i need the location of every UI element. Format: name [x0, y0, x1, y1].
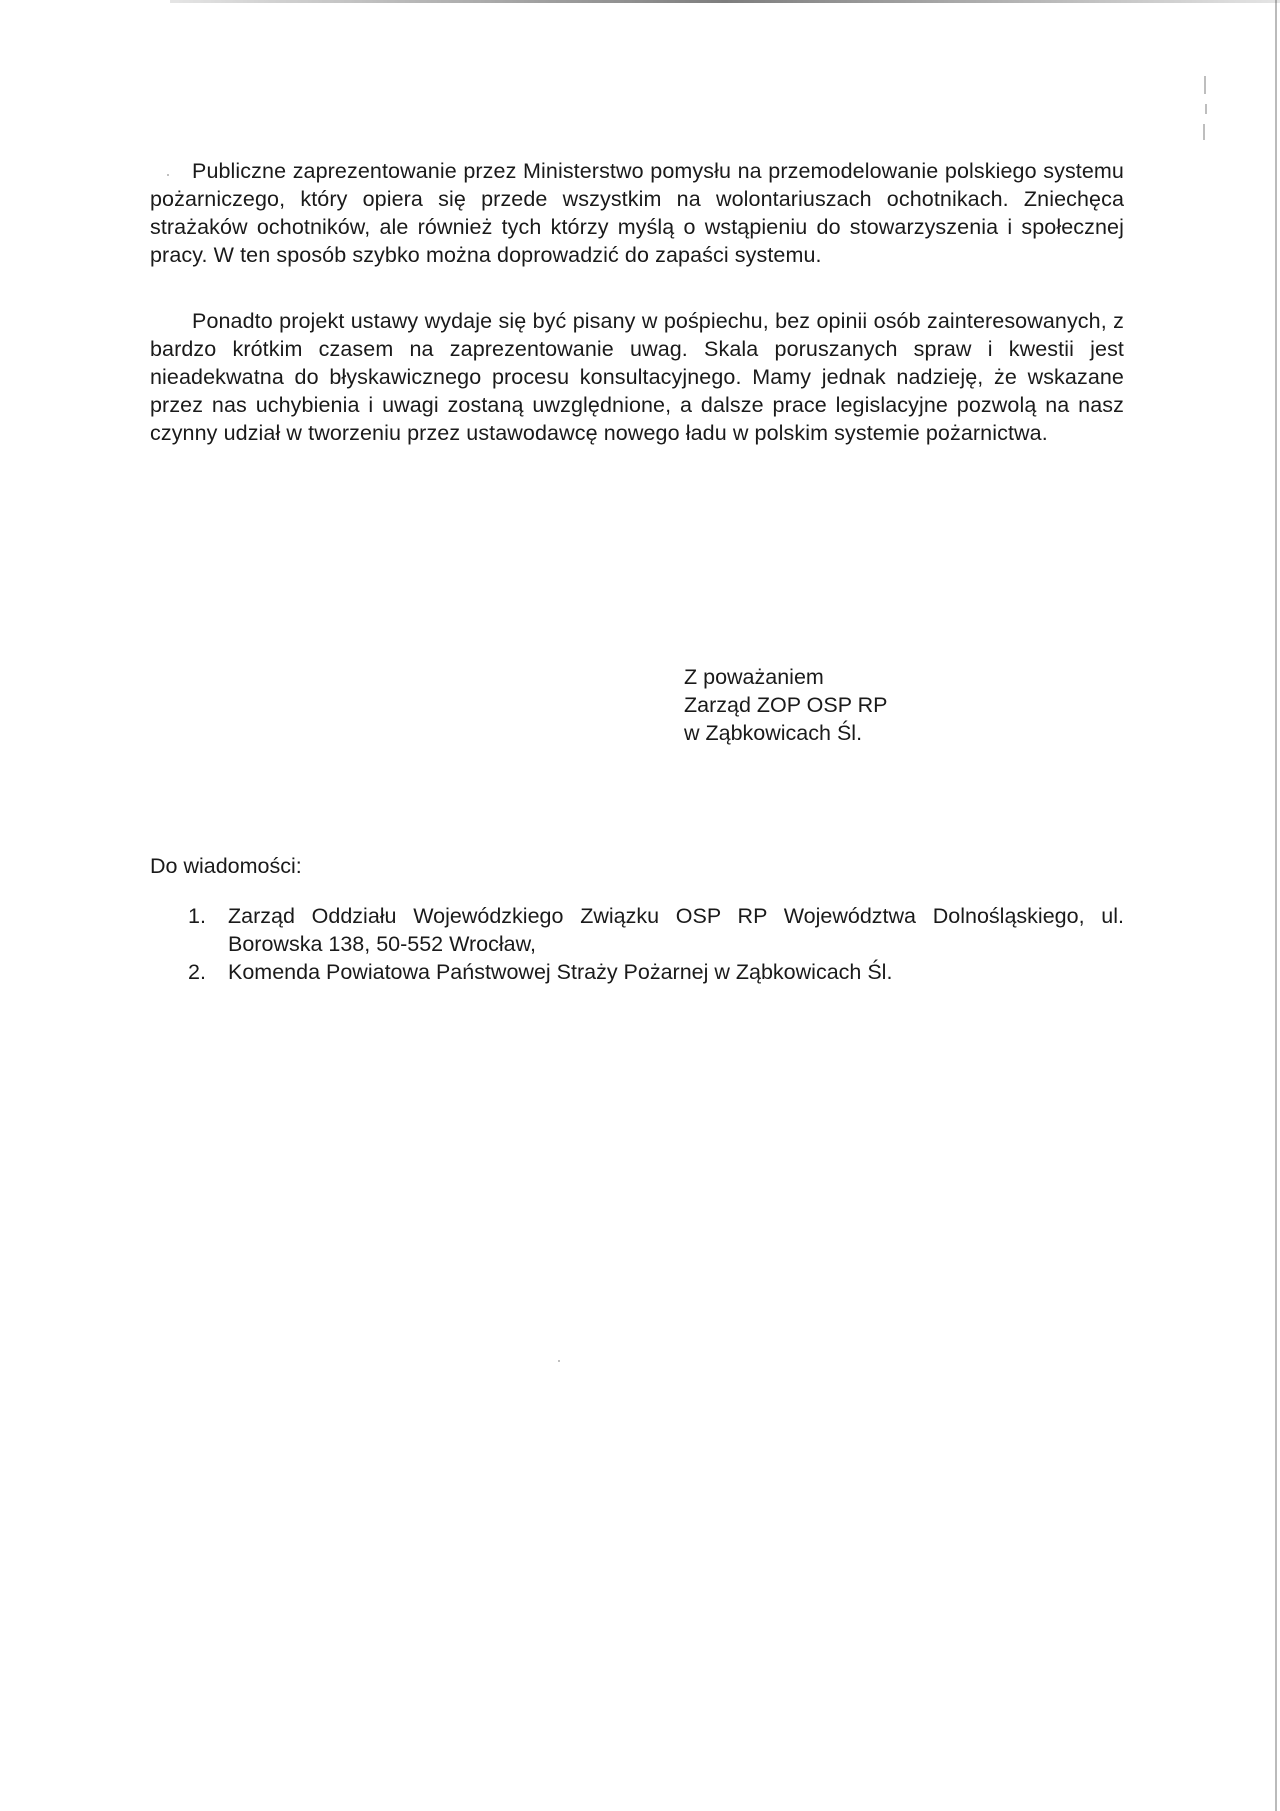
scan-right-edge: [1275, 0, 1277, 1811]
margin-pencil-mark: [1205, 104, 1207, 114]
cc-item-text: Zarząd Oddziału Wojewódzkiego Związku OSP RP Województwa Dolnośląskiego, ul. Borowska 138, 50-552 Wrocław,: [228, 904, 1124, 956]
closing-salutation: Z poważaniem: [684, 665, 824, 689]
cc-item-number: 1.: [188, 904, 206, 928]
scan-top-edge: [170, 0, 1280, 3]
scan-speck: [558, 1360, 560, 1362]
margin-pencil-mark: [1203, 124, 1205, 140]
signatory-line-2: w Ząbkowicach Śl.: [684, 721, 863, 745]
cc-list-item: [150, 902, 1124, 958]
signatory-line-1: Zarząd ZOP OSP RP: [684, 693, 888, 717]
cc-heading: Do wiadomości:: [150, 854, 302, 878]
cc-item-text: Komenda Powiatowa Państwowej Straży Pożarnej w Ząbkowicach Śl.: [228, 960, 893, 984]
body-paragraph-2: Ponadto projekt ustawy wydaje się być pisany w pośpiechu, bez opinii osób zainteresowanych, z bardzo krótkim czasem na zaprezentowanie uwag. Skala poruszanych spraw i kwestii jest nieadekwatna do błyskawicznego procesu konsultacyjnego. Mamy jednak nadzieję, że wskazane przez nas uchybienia i uwagi zostaną uwzględnione, a dalsze prace legislacyjne pozwolą na nasz czynny udział w tworzeniu przez ustawodawcę nowego ładu w polskim systemie pożarnictwa.: [150, 309, 1124, 445]
closing-block: [684, 663, 888, 747]
cc-list: [150, 902, 1124, 986]
cc-item-number: 2.: [188, 960, 206, 984]
margin-pencil-mark: [1204, 76, 1206, 94]
body-paragraph-1: Publiczne zaprezentowanie przez Ministerstwo pomysłu na przemodelowanie polskiego systemu pożarniczego, który opiera się przede wszystkim na wolontariuszach ochotnikach. Zniechęca strażaków ochotników, ale również tych którzy myślą o wstąpieniu do stowarzyszenia i społecznej pracy. W ten sposób szybko można doprowadzić do zapaści systemu.: [150, 159, 1124, 267]
cc-list-item: [150, 958, 1124, 986]
